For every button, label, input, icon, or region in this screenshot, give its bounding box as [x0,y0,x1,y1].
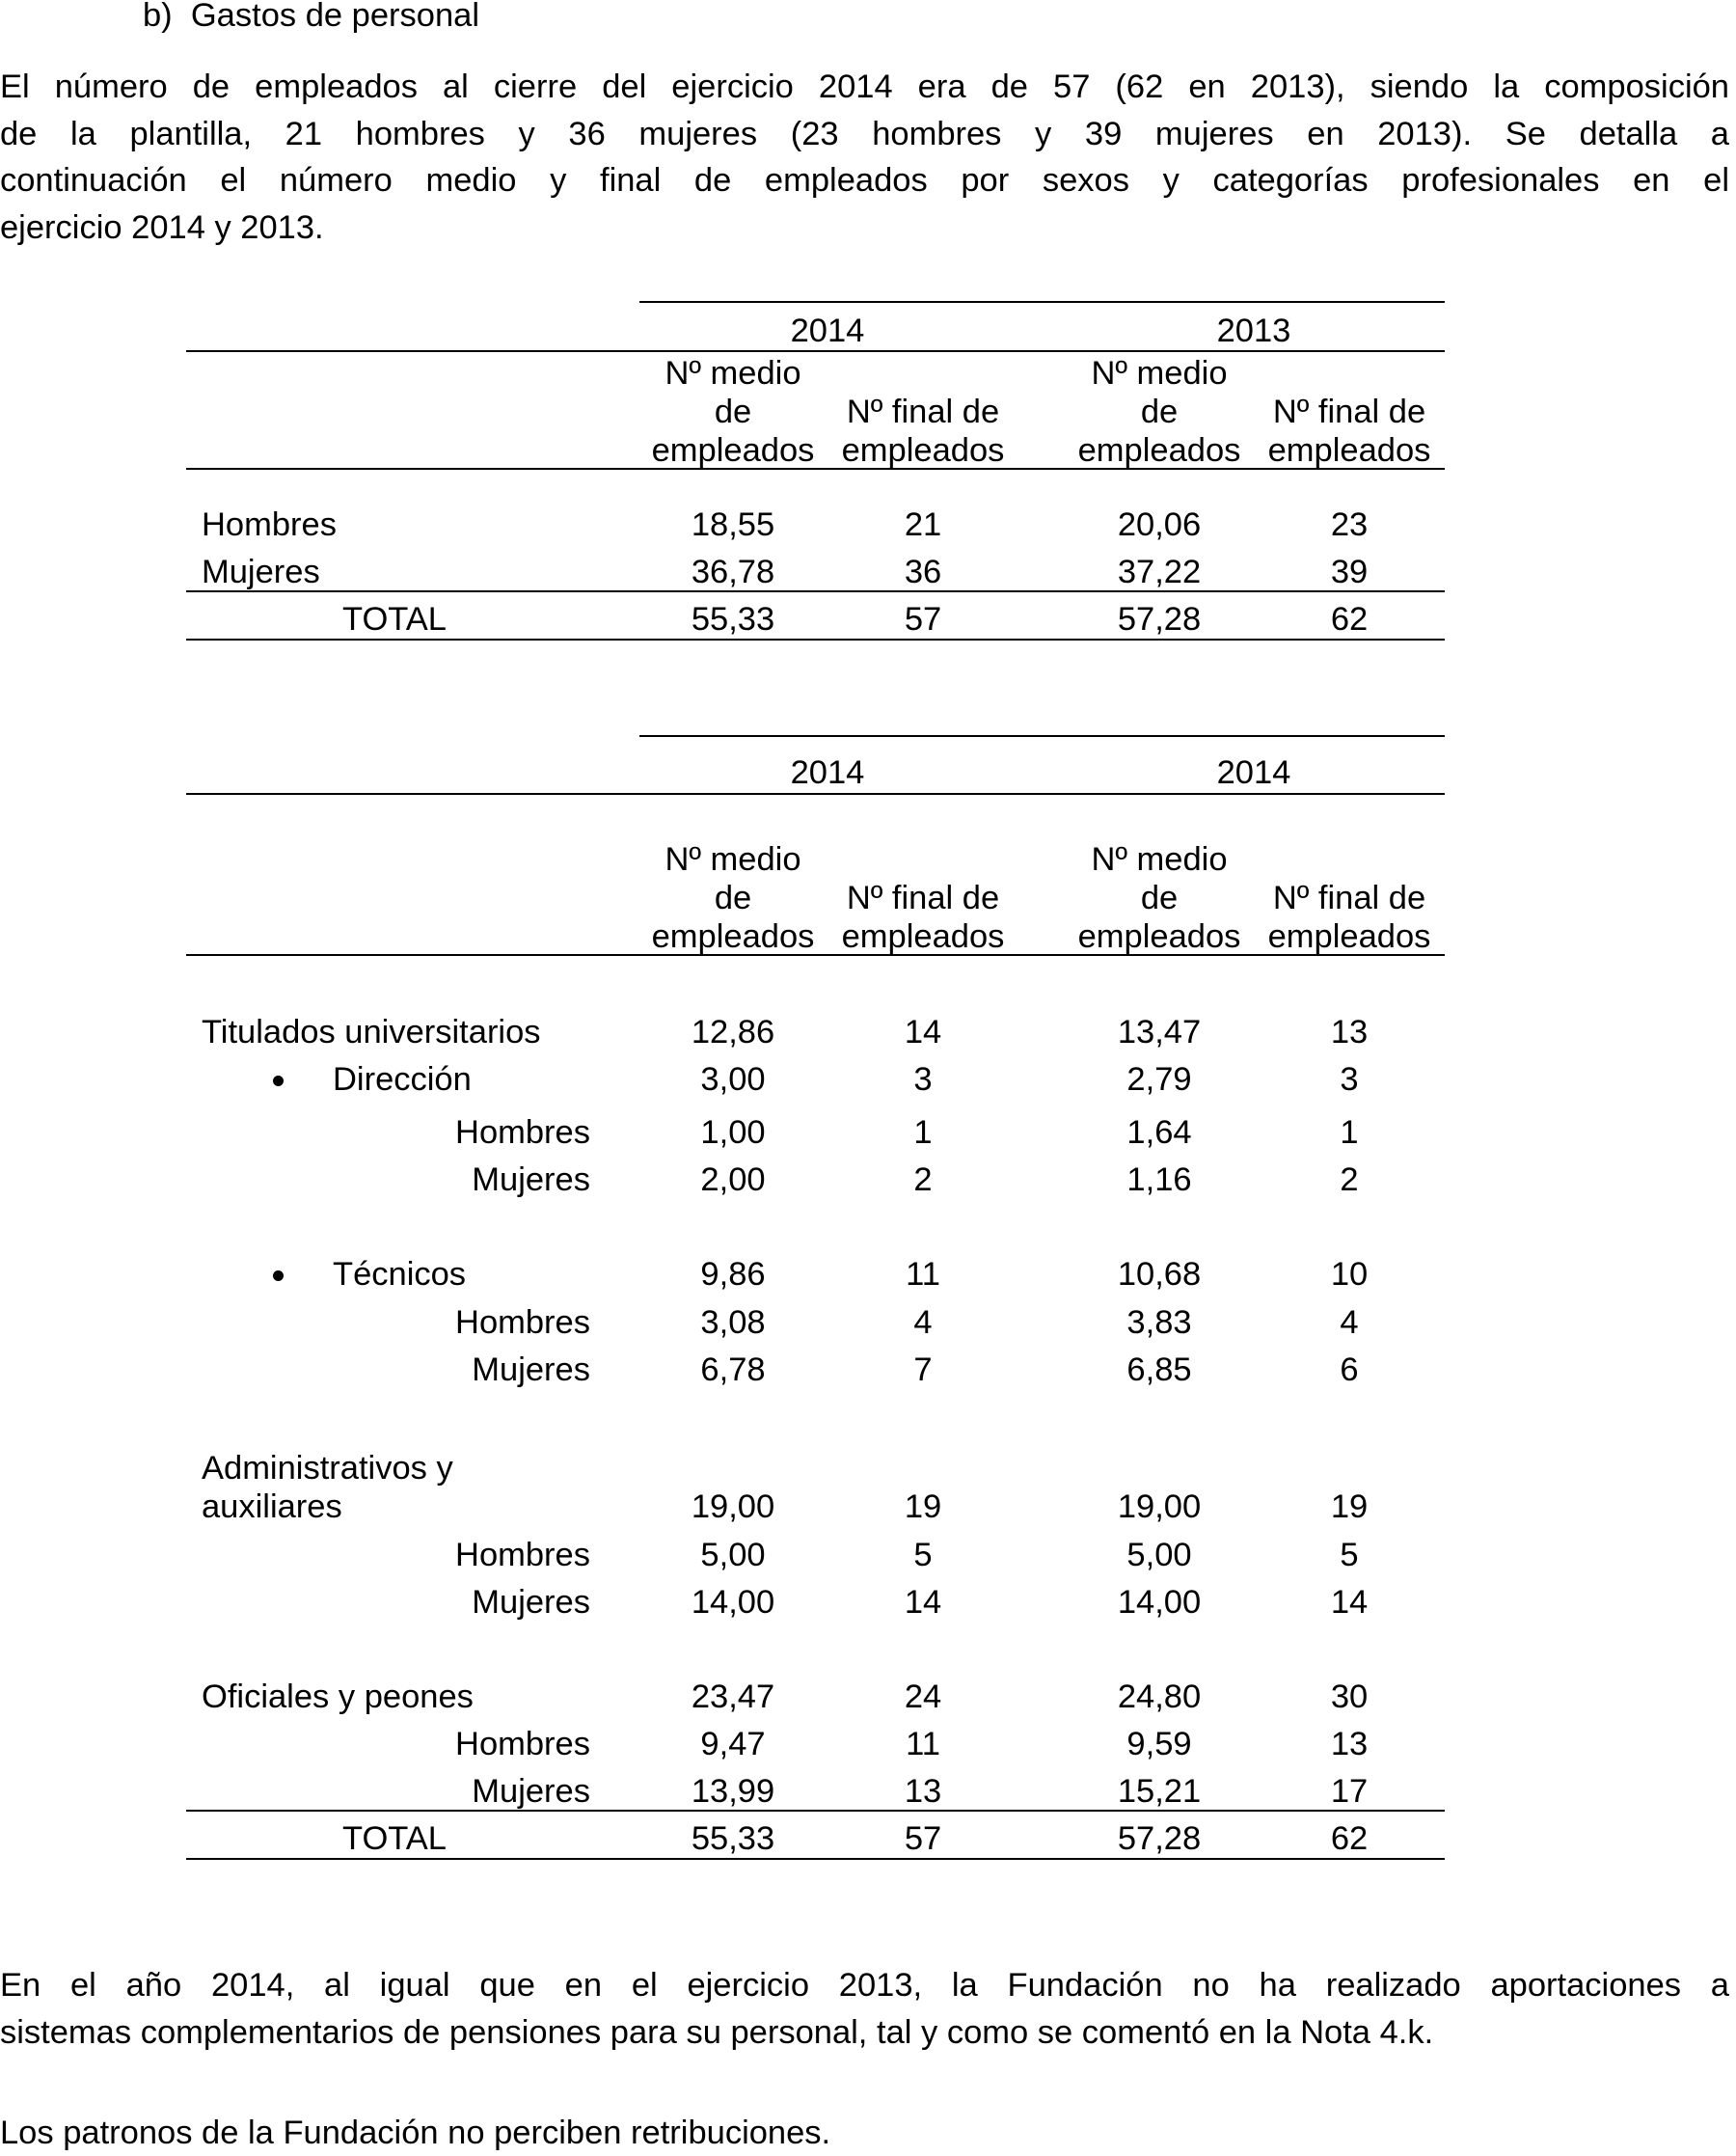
table-cell: 19,00 [1117,1488,1202,1525]
table-cell: 14 [904,1584,942,1621]
intro-line: de la plantilla, 21 hombres y 36 mujeres (23 hombres y 39 mujeres en 2013). Se detalla a [0,115,1729,152]
table-cell: 6 [1340,1351,1359,1388]
table-cell: 10 [1330,1256,1369,1293]
sex-label: Mujeres [472,1584,590,1621]
col-header-medio: Nº medio de empleados [651,841,815,955]
table-cell: 15,21 [1117,1773,1202,1810]
table-rule [186,1810,1445,1812]
table-cell: 23,47 [691,1678,775,1715]
table-cell: 24,80 [1117,1678,1202,1715]
table-cell: 1,64 [1126,1114,1192,1151]
table-cell: 1 [1340,1114,1359,1151]
sex-label: Hombres [455,1726,590,1762]
table-rule [639,301,1445,303]
category-label: Titulados universitarios [202,1014,541,1051]
table-cell: 9,86 [700,1256,766,1293]
sex-label: Mujeres [472,1773,590,1810]
table-cell: 5,00 [700,1537,766,1573]
table-rule [186,1858,1445,1860]
table-cell: 11 [906,1256,940,1293]
table-cell: 3 [1340,1061,1359,1098]
table-cell: 1,16 [1126,1161,1192,1198]
table-cell: 14,00 [1117,1584,1202,1621]
subcategory-label: Técnicos [333,1256,467,1293]
col-header-medio: Nº medio de empleados [651,355,815,469]
table-cell: 2 [913,1161,933,1198]
col-header-final: Nº final de empleados [841,394,1005,469]
table-cell: 21 [904,506,942,543]
table-cell: 5 [913,1537,933,1573]
table-cell: 14 [1330,1584,1369,1621]
sex-label: Mujeres [472,1351,590,1388]
table-cell: 7 [913,1351,933,1388]
table-cell: 13 [1330,1726,1369,1762]
table-cell: 5 [1340,1537,1359,1573]
table-cell: 9,47 [700,1726,766,1762]
row-label: Mujeres [202,554,320,590]
intro-line: ejercicio 2014 y 2013. [0,208,324,246]
table-cell: 57 [904,601,942,638]
table-cell: 18,55 [691,506,775,543]
table-cell: 6,85 [1126,1351,1192,1388]
table-cell: 55,33 [691,1820,775,1857]
intro-line: continuación el número medio y final de empleados por sexos y categorías profesionales en el [0,162,1729,199]
table-rule [639,735,1445,737]
table-cell: 17 [1330,1773,1369,1810]
sex-label: Hombres [455,1304,590,1341]
col-header-final: Nº final de empleados [1267,880,1431,955]
sex-label: Hombres [455,1114,590,1151]
year-header: 2013 [1216,313,1291,349]
table-rule [186,350,1445,352]
category-label: Administrativos y auxiliares [202,1450,453,1525]
table-cell: 62 [1330,601,1369,638]
table-cell: 2 [1340,1161,1359,1198]
table-cell: 13,99 [691,1773,775,1810]
section-heading: b) Gastos de personal [143,0,480,34]
table-cell: 36 [904,554,942,590]
table-rule [186,793,1445,795]
table-cell: 12,86 [691,1014,775,1051]
category-label: Oficiales y peones [202,1678,474,1715]
total-label: TOTAL [342,1820,447,1857]
table-cell: 11 [906,1726,940,1762]
closing-paragraph [0,1962,1729,2056]
table-cell: 13 [1330,1014,1369,1051]
sex-label: Hombres [455,1537,590,1573]
col-header-medio: Nº medio de empleados [1077,841,1241,955]
closing-line: sistemas complementarios de pensiones para su personal, tal y como se comentó en la Nota 4.k. [0,2013,1434,2051]
table-cell: 14,00 [691,1584,775,1621]
table-cell: 3,83 [1126,1304,1192,1341]
final-sentence: Los patronos de la Fundación no perciben retribuciones. [0,2115,831,2151]
table-cell: 39 [1330,554,1369,590]
closing-line: En el año 2014, al igual que en el ejercicio 2013, la Fundación no ha realizado aportaciones a [0,1967,1729,2004]
table-cell: 2,79 [1126,1061,1192,1098]
total-label: TOTAL [342,601,447,638]
table-cell: 13 [904,1773,942,1810]
table-cell: 19 [904,1488,942,1525]
table-cell: 3,08 [700,1304,766,1341]
bullet-icon [273,1270,284,1281]
table-cell: 20,06 [1117,506,1202,543]
table-cell: 2,00 [700,1161,766,1198]
table-cell: 19,00 [691,1488,775,1525]
table-cell: 5,00 [1126,1537,1192,1573]
table-cell: 36,78 [691,554,775,590]
table-cell: 24 [904,1678,942,1715]
year-header: 2014 [790,754,865,791]
table-rule [186,954,1445,956]
intro-line: El número de empleados al cierre del ejercicio 2014 era de 57 (62 en 2013), siendo la composición [0,68,1729,105]
table-cell: 14 [904,1014,942,1051]
table-rule [186,639,1445,641]
year-header: 2014 [1216,754,1291,791]
table-cell: 19 [1330,1488,1369,1525]
table-cell: 23 [1330,506,1369,543]
table-cell: 3,00 [700,1061,766,1098]
table-cell: 4 [913,1304,933,1341]
table-cell: 9,59 [1126,1726,1192,1762]
col-header-final: Nº final de empleados [1267,394,1431,469]
table-cell: 55,33 [691,601,775,638]
sex-label: Mujeres [472,1161,590,1198]
table-cell: 57,28 [1117,1820,1202,1857]
table-cell: 30 [1330,1678,1369,1715]
table-cell: 13,47 [1117,1014,1202,1051]
table-cell: 1 [913,1114,933,1151]
bullet-icon [273,1076,284,1086]
table-cell: 3 [913,1061,933,1098]
table-cell: 57,28 [1117,601,1202,638]
table-cell: 10,68 [1117,1256,1202,1293]
table-cell: 6,78 [700,1351,766,1388]
table-rule [186,590,1445,592]
col-header-final: Nº final de empleados [841,880,1005,955]
table-cell: 37,22 [1117,554,1202,590]
table-rule [186,468,1445,470]
table-cell: 57 [904,1820,942,1857]
table-cell: 1,00 [700,1114,766,1151]
year-header: 2014 [790,313,865,349]
col-header-medio: Nº medio de empleados [1077,355,1241,469]
table-cell: 4 [1340,1304,1359,1341]
row-label: Hombres [202,506,337,543]
intro-paragraph [0,64,1729,251]
subcategory-label: Dirección [333,1061,472,1098]
table-cell: 62 [1330,1820,1369,1857]
